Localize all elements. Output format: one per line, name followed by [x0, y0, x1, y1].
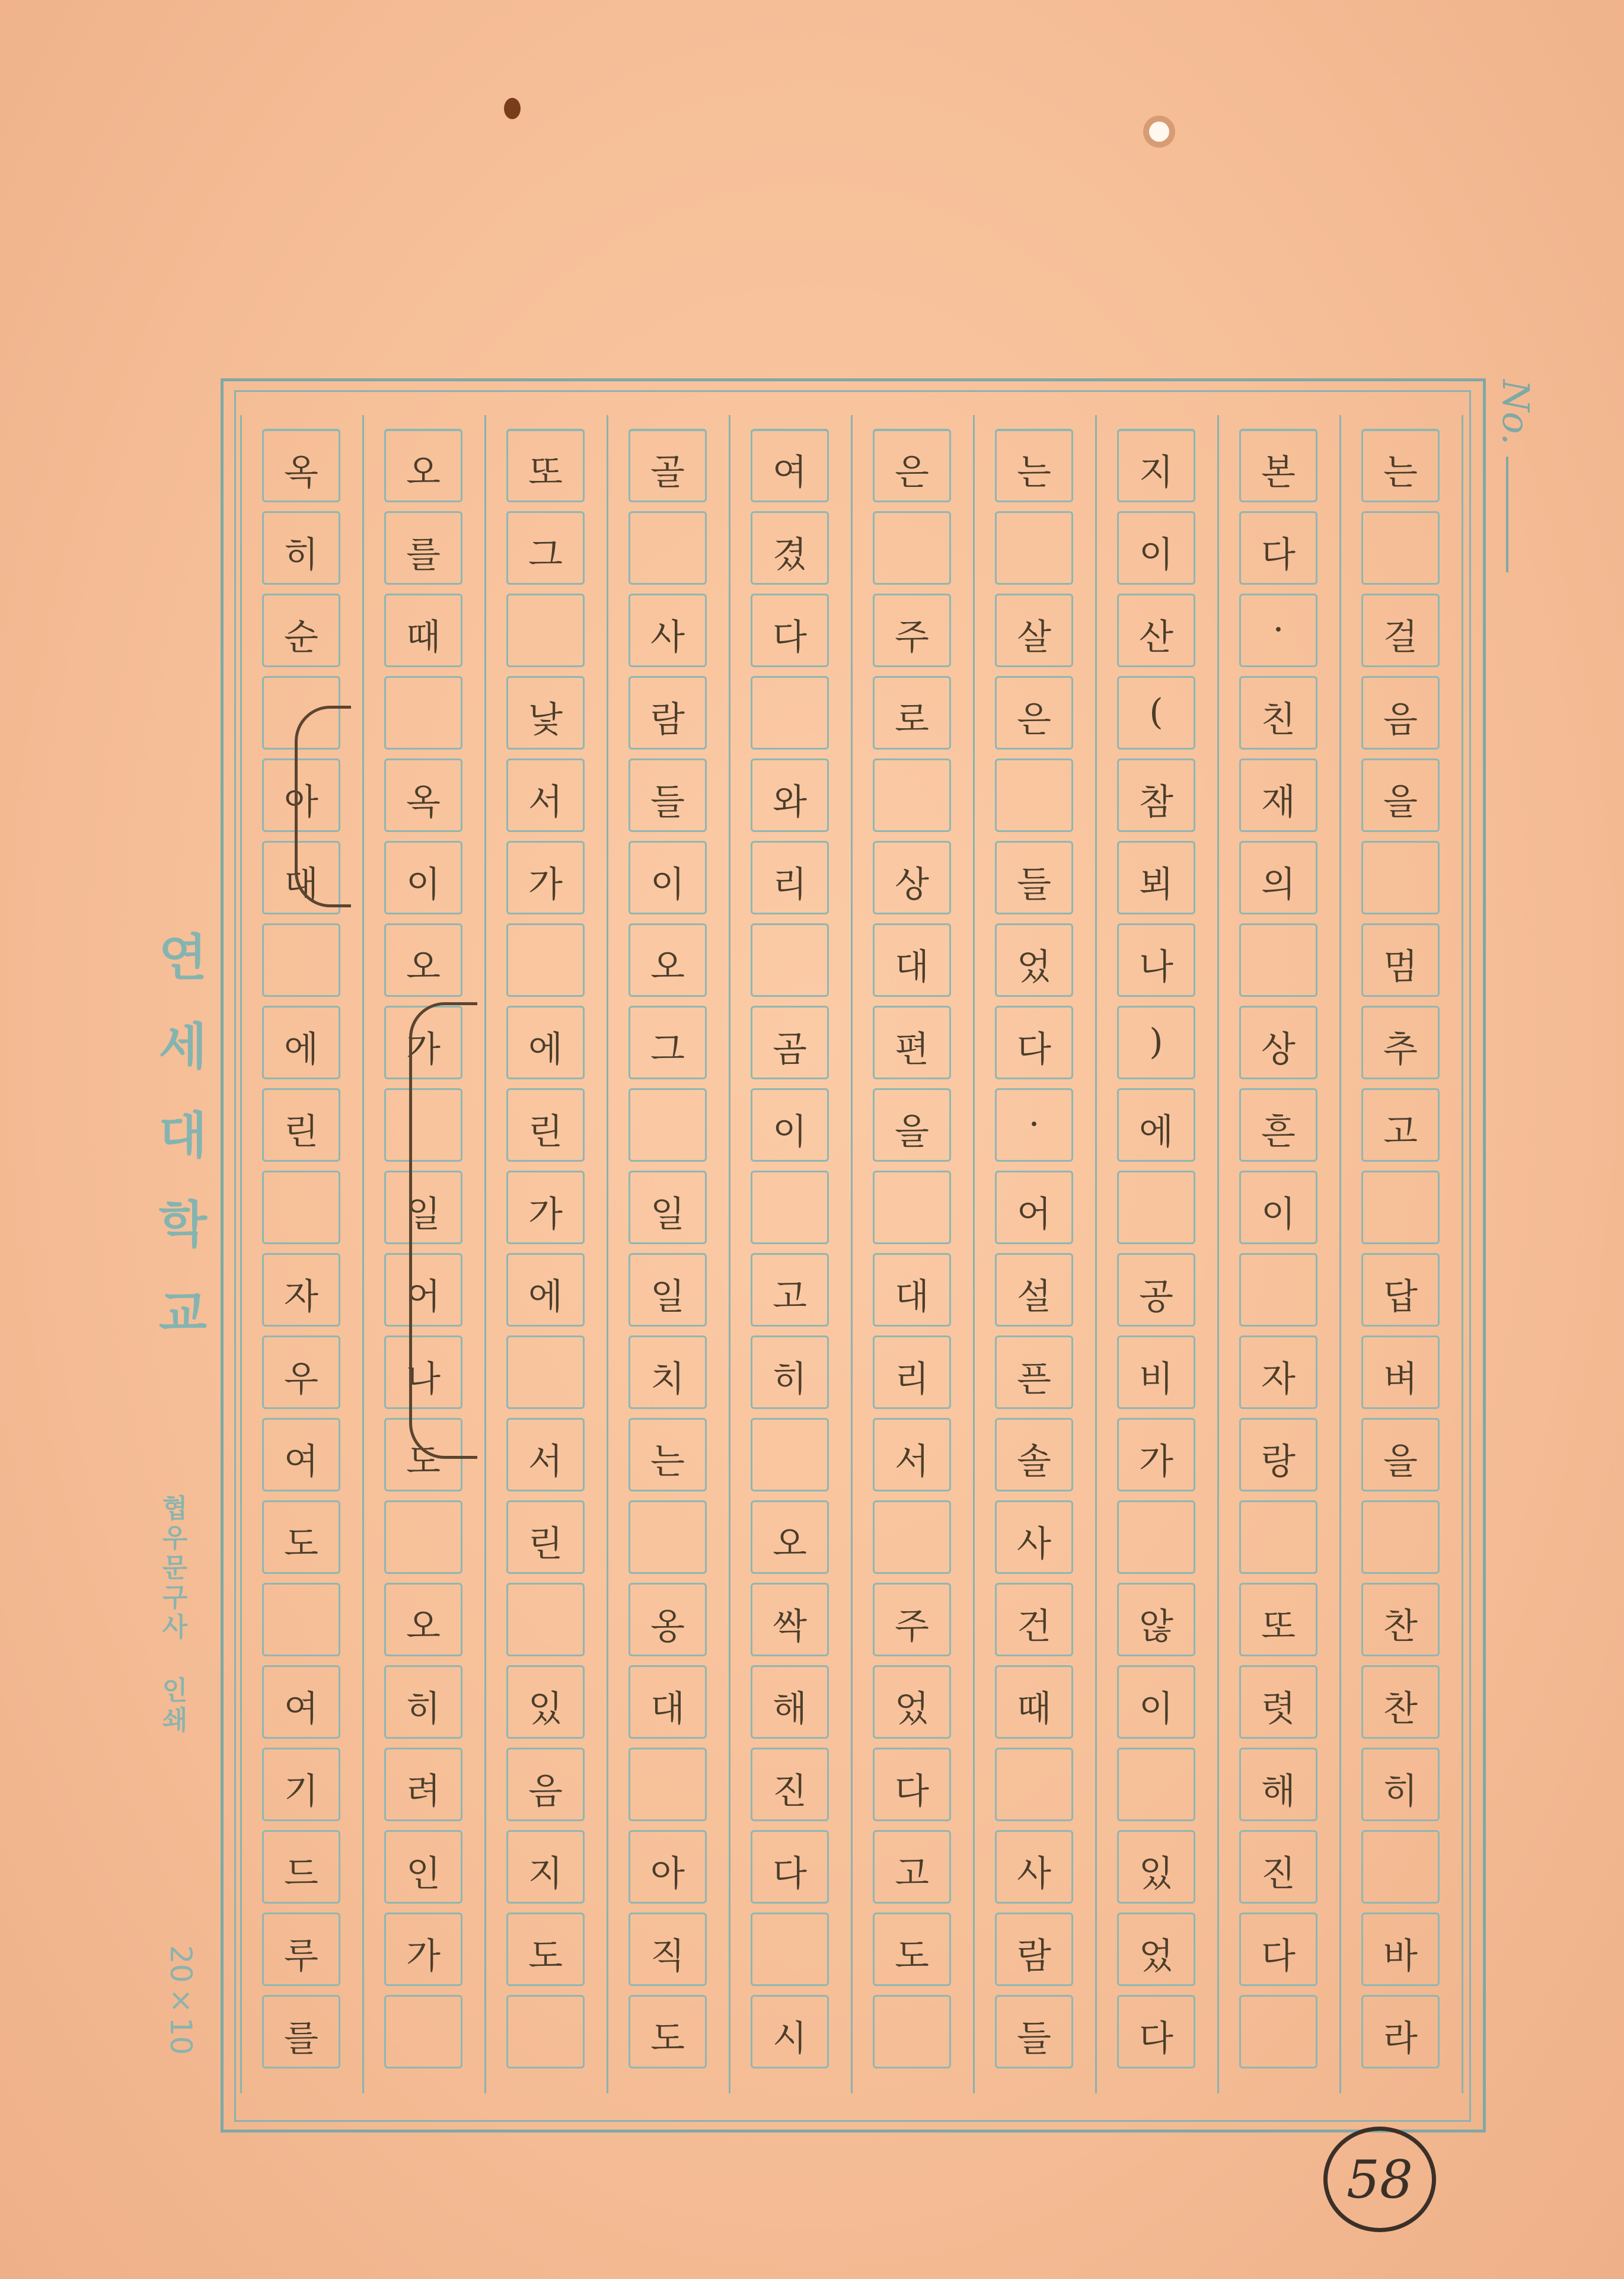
manuscript-character: 은 — [1017, 699, 1051, 741]
manuscript-character: 픈 — [1017, 1359, 1051, 1400]
manuscript-character: 사 — [1017, 1523, 1051, 1565]
manuscript-character: 아 — [650, 1853, 685, 1895]
column-separator — [484, 415, 486, 2093]
manuscript-character: 흔 — [1261, 1111, 1296, 1153]
manuscript-cell — [262, 1583, 340, 1656]
manuscript-cell — [384, 676, 462, 750]
manuscript-cell — [995, 758, 1073, 832]
manuscript-character: 대 — [650, 1688, 685, 1730]
page-number-label: No. — [1494, 380, 1537, 445]
column-separator — [362, 415, 364, 2093]
manuscript-character: 다 — [1017, 1029, 1051, 1070]
manuscript-character: 린 — [528, 1111, 563, 1153]
manuscript-character: 다 — [773, 1853, 807, 1895]
manuscript-character: 다 — [1261, 534, 1296, 576]
manuscript-character: ) — [1149, 1021, 1163, 1063]
manuscript-character: 음 — [1383, 699, 1418, 741]
punch-hole-right — [1149, 122, 1169, 142]
page-number-line — [1506, 457, 1508, 572]
manuscript-cell — [1117, 1748, 1195, 1821]
manuscript-character: 이 — [1139, 1688, 1173, 1730]
manuscript-character: 그 — [650, 1029, 685, 1070]
manuscript-character: 드 — [284, 1853, 318, 1895]
manuscript-character: 도 — [650, 2018, 685, 2060]
manuscript-character: 에 — [528, 1029, 563, 1070]
manuscript-character: 건 — [1017, 1606, 1051, 1647]
manuscript-cell — [628, 511, 707, 585]
manuscript-character: 대 — [895, 946, 929, 988]
manuscript-character: 오 — [406, 946, 441, 988]
manuscript-character: 설 — [1017, 1276, 1051, 1318]
school-name: 연세대학교 — [150, 931, 209, 1376]
column-separator — [1462, 415, 1463, 2093]
manuscript-cell — [1117, 1171, 1195, 1244]
manuscript-character: 랑 — [1261, 1441, 1296, 1483]
manuscript-character: 을 — [895, 1111, 929, 1153]
manuscript-cell — [262, 1171, 340, 1244]
manuscript-cell — [751, 1171, 829, 1244]
manuscript-cell — [384, 1995, 462, 2068]
manuscript-character: 고 — [1383, 1111, 1418, 1153]
manuscript-character: 싹 — [773, 1606, 807, 1647]
manuscript-character: 들 — [650, 782, 685, 823]
manuscript-character: 린 — [528, 1523, 563, 1565]
manuscript-character: 람 — [1017, 1936, 1051, 1977]
manuscript-character: 들 — [1017, 2018, 1051, 2060]
manuscript-character: 지 — [528, 1853, 563, 1895]
manuscript-character: 가 — [406, 1029, 441, 1070]
manuscript-character: 걸 — [1383, 617, 1418, 658]
manuscript-character: · — [1272, 609, 1284, 651]
manuscript-character: 해 — [773, 1688, 807, 1730]
manuscript-character: 루 — [284, 1936, 318, 1977]
manuscript-character: 이 — [773, 1111, 807, 1153]
manuscript-character: 자 — [1261, 1359, 1296, 1400]
manuscript-character: 참 — [1139, 782, 1173, 823]
manuscript-character: 일 — [650, 1276, 685, 1318]
manuscript-character: 들 — [1017, 864, 1051, 906]
manuscript-character: 람 — [650, 699, 685, 741]
manuscript-cell — [1239, 923, 1317, 997]
manuscript-character: 가 — [528, 864, 563, 906]
manuscript-character: 자 — [284, 1276, 318, 1318]
manuscript-character: 기 — [284, 1771, 318, 1812]
manuscript-character: 겼 — [773, 534, 807, 576]
manuscript-character: 는 — [650, 1441, 685, 1483]
manuscript-character: 어 — [406, 1276, 441, 1318]
manuscript-character: 여 — [284, 1441, 318, 1483]
manuscript-character: 다 — [1139, 2018, 1173, 2060]
manuscript-cell — [1239, 1500, 1317, 1574]
manuscript-cell — [1239, 1995, 1317, 2068]
grid-size: 20×10 — [164, 1945, 198, 2055]
manuscript-character: 답 — [1383, 1276, 1418, 1318]
manuscript-character: 상 — [1261, 1029, 1296, 1070]
manuscript-character: 추 — [1383, 1029, 1418, 1070]
punch-hole-left — [504, 98, 521, 119]
manuscript-character: 때 — [1017, 1688, 1051, 1730]
manuscript-character: 려 — [406, 1771, 441, 1812]
manuscript-character: 이 — [1261, 1194, 1296, 1235]
manuscript-character: 일 — [406, 1194, 441, 1235]
manuscript-character: 고 — [895, 1853, 929, 1895]
manuscript-character: 어 — [1017, 1194, 1051, 1235]
manuscript-character: 살 — [1017, 617, 1051, 658]
manuscript-character: 바 — [1383, 1936, 1418, 1977]
manuscript-character: 또 — [528, 452, 563, 493]
manuscript-character: 히 — [406, 1688, 441, 1730]
manuscript-cell — [384, 1500, 462, 1574]
manuscript-character: 여 — [773, 452, 807, 493]
manuscript-character: 지 — [1139, 452, 1173, 493]
manuscript-character: 히 — [1383, 1771, 1418, 1812]
manuscript-character: 비 — [1139, 1359, 1173, 1400]
manuscript-character: 멈 — [1383, 946, 1418, 988]
manuscript-character: 재 — [1261, 782, 1296, 823]
manuscript-cell — [1361, 1500, 1440, 1574]
manuscript-cell — [1361, 1171, 1440, 1244]
manuscript-cell — [628, 1500, 707, 1574]
manuscript-character: 가 — [1139, 1441, 1173, 1483]
manuscript-character: 있 — [1139, 1853, 1173, 1895]
manuscript-character: 다 — [895, 1771, 929, 1812]
manuscript-character: 을 — [1383, 782, 1418, 823]
manuscript-character: 그 — [528, 534, 563, 576]
manuscript-character: 순 — [284, 617, 318, 658]
manuscript-character: 다 — [1261, 1936, 1296, 1977]
manuscript-cell — [1361, 511, 1440, 585]
manuscript-character: 린 — [284, 1111, 318, 1153]
manuscript-character: · — [1028, 1104, 1040, 1145]
manuscript-character: 었 — [1139, 1936, 1173, 1977]
manuscript-cell — [873, 1171, 951, 1244]
manuscript-cell — [1117, 1500, 1195, 1574]
manuscript-character: 뵈 — [1139, 864, 1173, 906]
manuscript-character: 일 — [650, 1194, 685, 1235]
manuscript-character: 솔 — [1017, 1441, 1051, 1483]
manuscript-character: 도 — [895, 1936, 929, 1977]
manuscript-character: 고 — [773, 1276, 807, 1318]
manuscript-character: 옹 — [650, 1606, 685, 1647]
manuscript-character: 친 — [1261, 699, 1296, 741]
manuscript-character: 찬 — [1383, 1688, 1418, 1730]
manuscript-character: 나 — [1139, 946, 1173, 988]
manuscript-character: 시 — [773, 2018, 807, 2060]
column-separator — [851, 415, 853, 2093]
manuscript-character: 편 — [895, 1029, 929, 1070]
manuscript-character: 상 — [895, 864, 929, 906]
manuscript-character: 주 — [895, 617, 929, 658]
manuscript-character: 대 — [284, 864, 318, 906]
column-separator — [1095, 415, 1097, 2093]
manuscript-character: 의 — [1261, 864, 1296, 906]
manuscript-character: 와 — [773, 782, 807, 823]
edit-bracket-2 — [409, 1002, 477, 1459]
manuscript-character: 진 — [1261, 1853, 1296, 1895]
manuscript-character: 었 — [1017, 946, 1051, 988]
manuscript-cell — [873, 758, 951, 832]
manuscript-character: 인 — [406, 1853, 441, 1895]
manuscript-character: 진 — [773, 1771, 807, 1812]
manuscript-character: 서 — [528, 782, 563, 823]
manuscript-cell — [751, 1418, 829, 1491]
manuscript-character: 었 — [895, 1688, 929, 1730]
manuscript-character: 오 — [406, 452, 441, 493]
manuscript-character: 리 — [773, 864, 807, 906]
manuscript-character: 가 — [528, 1194, 563, 1235]
manuscript-character: 곰 — [773, 1029, 807, 1070]
manuscript-character: 대 — [895, 1276, 929, 1318]
manuscript-character: 오 — [406, 1606, 441, 1647]
manuscript-cell — [873, 1995, 951, 2068]
manuscript-character: 찬 — [1383, 1606, 1418, 1647]
manuscript-cell — [506, 1995, 585, 2068]
manuscript-character: 라 — [1383, 2018, 1418, 2060]
manuscript-character: 있 — [528, 1688, 563, 1730]
manuscript-character: 은 — [895, 452, 929, 493]
manuscript-character: ( — [1149, 691, 1163, 733]
manuscript-cell — [751, 676, 829, 750]
manuscript-character: 히 — [284, 534, 318, 576]
manuscript-character: 리 — [895, 1359, 929, 1400]
manuscript-character: 에 — [1139, 1111, 1173, 1153]
manuscript-character: 는 — [1383, 452, 1418, 493]
manuscript-character: 는 — [1017, 452, 1051, 493]
manuscript-character: 때 — [406, 617, 441, 658]
manuscript-character: 음 — [528, 1771, 563, 1812]
manuscript-character: 우 — [284, 1359, 318, 1400]
manuscript-character: 낯 — [528, 699, 563, 741]
manuscript-character: 사 — [650, 617, 685, 658]
manuscript-character: 도 — [528, 1936, 563, 1977]
printer-name: 협우문구사 인쇄 — [157, 1494, 187, 1736]
manuscript-character: 본 — [1261, 452, 1296, 493]
manuscript-cell — [262, 923, 340, 997]
column-separator — [607, 415, 608, 2093]
manuscript-character: 를 — [406, 534, 441, 576]
manuscript-cell — [995, 1748, 1073, 1821]
column-separator — [973, 415, 975, 2093]
manuscript-character: 해 — [1261, 1771, 1296, 1812]
manuscript-character: 서 — [528, 1441, 563, 1483]
manuscript-character: 사 — [1017, 1853, 1051, 1895]
manuscript-character: 치 — [650, 1359, 685, 1400]
manuscript-character: 이 — [1139, 534, 1173, 576]
manuscript-character: 옥 — [284, 452, 318, 493]
manuscript-character: 서 — [895, 1441, 929, 1483]
manuscript-character: 산 — [1139, 617, 1173, 658]
manuscript-cell — [873, 1500, 951, 1574]
column-separator — [729, 415, 730, 2093]
manuscript-cell — [506, 1335, 585, 1409]
manuscript-cell — [995, 511, 1073, 585]
manuscript-cell — [506, 594, 585, 667]
edit-bracket-1 — [295, 706, 351, 907]
manuscript-character: 여 — [284, 1688, 318, 1730]
handwritten-page-number — [1323, 2127, 1436, 2232]
manuscript-character: 오 — [773, 1523, 807, 1565]
manuscript-character: 도 — [406, 1441, 441, 1483]
manuscript-character: 아 — [284, 782, 318, 823]
manuscript-character: 공 — [1139, 1276, 1173, 1318]
manuscript-character: 직 — [650, 1936, 685, 1977]
manuscript-character: 를 — [284, 2018, 318, 2060]
column-separator — [1217, 415, 1219, 2093]
column-separator — [1339, 415, 1341, 2093]
manuscript-character: 이 — [650, 864, 685, 906]
manuscript-character: 에 — [528, 1276, 563, 1318]
manuscript-character: 을 — [1383, 1441, 1418, 1483]
manuscript-character: 가 — [406, 1936, 441, 1977]
manuscript-character: 에 — [284, 1029, 318, 1070]
manuscript-character: 다 — [773, 617, 807, 658]
column-separator — [240, 415, 242, 2093]
manuscript-cell — [751, 1913, 829, 1986]
manuscript-character: 렷 — [1261, 1688, 1296, 1730]
manuscript-character: 이 — [406, 864, 441, 906]
page-number-text: 58 — [1347, 2149, 1413, 2210]
manuscript-character: 로 — [895, 699, 929, 741]
manuscript-character: 주 — [895, 1606, 929, 1647]
manuscript-character: 골 — [650, 452, 685, 493]
manuscript-character: 않 — [1139, 1606, 1173, 1647]
manuscript-cell — [506, 923, 585, 997]
manuscript-character: 나 — [406, 1359, 441, 1400]
manuscript-cell — [1361, 1830, 1440, 1904]
manuscript-character: 오 — [650, 946, 685, 988]
manuscript-cell — [628, 1748, 707, 1821]
manuscript-character: 도 — [284, 1523, 318, 1565]
manuscript-cell — [873, 511, 951, 585]
manuscript-character: 히 — [773, 1359, 807, 1400]
manuscript-character: 또 — [1261, 1606, 1296, 1647]
manuscript-cell — [506, 1583, 585, 1656]
manuscript-character: 옥 — [406, 782, 441, 823]
manuscript-cell — [751, 923, 829, 997]
manuscript-cell — [628, 1088, 707, 1162]
manuscript-cell — [1239, 1253, 1317, 1327]
manuscript-cell — [1361, 841, 1440, 914]
manuscript-character: 벼 — [1383, 1359, 1418, 1400]
